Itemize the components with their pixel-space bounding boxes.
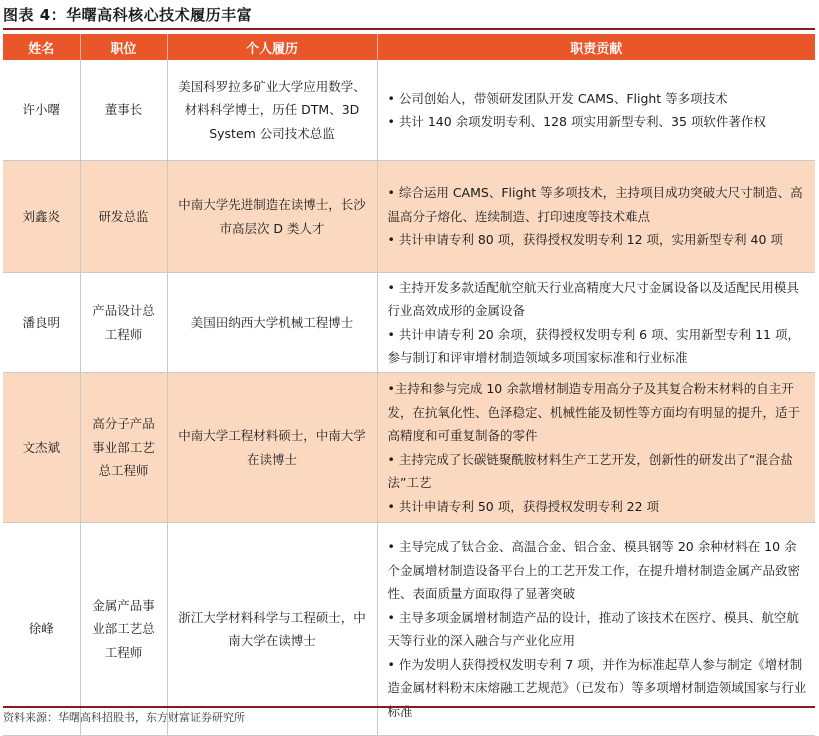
cell-resume: 中南大学工程材料硕士，中南大学在读博士 <box>167 373 377 523</box>
duty-item: • 主导多项金属增材制造产品的设计，推动了该技术在医疗、模具、航空航天等行业的深入融合与产业化应用 <box>387 609 799 648</box>
duty-item: • 共计申请专利 50 项，获得授权发明专利 22 项 <box>387 498 660 514</box>
duty-item: • 主持开发多款适配航空航天行业高精度大尺寸金属设备以及适配民用模具行业高效成形的金属设备 <box>387 279 799 318</box>
table-header-row <box>3 34 815 60</box>
header-name: 姓名 <box>3 34 80 60</box>
duty-item: •主持和参与完成 10 余款增材制造专用高分子及其复合粉末材料的自主开发，在抗氧化性、色泽稳定、机械性能及韧性等方面均有明显的提升，适于高精度和可重复制备的零件 <box>387 381 801 443</box>
cell-position: 高分子产品事业部工艺总工程师 <box>80 373 167 523</box>
duty-item: • 共计申请专利 80 项，获得授权发明专利 12 项，实用新型专利 40 项 <box>387 232 783 248</box>
duty-item: • 共计申请专利 20 余项，获得授权发明专利 6 项、实用新型专利 11 项，参与制订和评审增材制造领域多项国家标准和行业标准 <box>387 326 800 365</box>
duty-item: • 综合运用 CAMS、Flight 等多项技术，主持项目成功突破大尺寸制造、高温高分子熔化、连续制造、打印速度等技术难点 <box>387 185 803 224</box>
figure-title: 图表 4：华曙高科核心技术履历丰富 <box>3 4 815 30</box>
cell-position: 产品设计总工程师 <box>80 273 167 373</box>
cell-duties <box>377 523 815 736</box>
cell-duties <box>377 373 815 523</box>
cell-duties <box>377 161 815 273</box>
cell-name: 文杰斌 <box>3 373 80 523</box>
cell-name: 徐峰 <box>3 523 80 736</box>
cell-resume: 浙江大学材料科学与工程硕士，中南大学在读博士 <box>167 523 377 736</box>
cell-resume: 美国田纳西大学机械工程博士 <box>167 273 377 373</box>
cell-name: 潘良明 <box>3 273 80 373</box>
header-position: 职位 <box>80 34 167 60</box>
duty-item: • 主持完成了长碳链聚酰胺材料生产工艺开发，创新性的研发出了“混合盐法”工艺 <box>387 451 793 490</box>
duty-item: • 主导完成了钛合金、高温合金、铝合金、模具钢等 20 余种材料在 10 余个金属增材制造设备平台上的工艺开发工作，在提升增材制造金属产品致密性、表面质量方面取得了显著突破 <box>387 539 801 601</box>
cell-position: 研发总监 <box>80 161 167 273</box>
executive-table <box>3 34 815 736</box>
table-row <box>3 523 815 736</box>
duty-item: • 作为发明人获得授权发明专利 7 项，并作为标准起草人参与制定《增材制造金属材料粉末床熔融工艺规范》（已发布）等多项增材制造领域国家与行业标准 <box>387 656 807 719</box>
table-row <box>3 373 815 523</box>
cell-duties <box>377 273 815 373</box>
table-row <box>3 60 815 161</box>
cell-name: 许小曙 <box>3 60 80 161</box>
cell-duties <box>377 60 815 161</box>
table-row <box>3 273 815 373</box>
cell-position: 董事长 <box>80 60 167 161</box>
duty-item: • 共计 140 余项发明专利、128 项实用新型专利、35 项软件著作权 <box>387 114 766 129</box>
cell-resume: 美国科罗拉多矿业大学应用数学、材料科学博士，历任 DTM、3D System 公司技术总监 <box>167 60 377 161</box>
table-row <box>3 161 815 273</box>
cell-name: 刘鑫炎 <box>3 161 80 273</box>
source-note: 资料来源：华曙高科招股书，东方财富证券研究所 <box>3 706 815 732</box>
duty-item: • 公司创始人，带领研发团队开发 CAMS、Flight 等多项技术 <box>387 90 728 106</box>
header-duties: 职责贡献 <box>377 34 815 60</box>
header-resume: 个人履历 <box>167 34 377 60</box>
cell-position: 金属产品事业部工艺总工程师 <box>80 523 167 736</box>
cell-resume: 中南大学先进制造在读博士，长沙市高层次 D 类人才 <box>167 161 377 273</box>
